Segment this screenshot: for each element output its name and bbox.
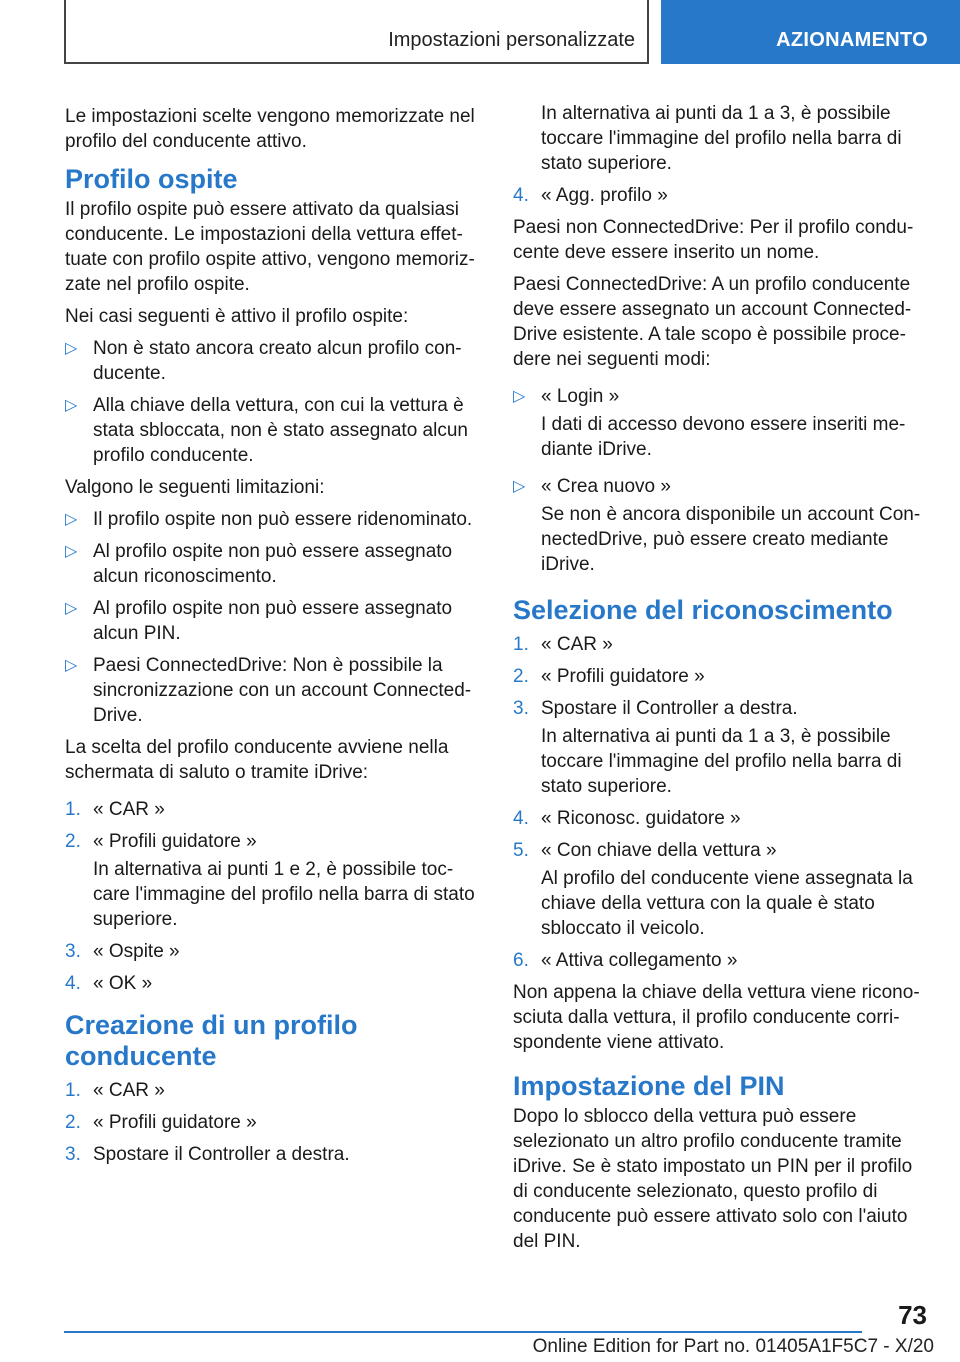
step-item: 4. « Agg. profilo » — [513, 185, 668, 206]
triangle-bullet-icon: ▷ — [65, 657, 78, 674]
recognition-paragraph: Non appena la chiave della vettura viene riconosciuta dalla vettura, il profilo conducente corrispondente viene attivato. — [513, 982, 920, 1053]
step-note: In alternativa ai punti da 1 a 3, è possibile toccare l'immagine del profilo nella barra di stato superiore. — [541, 103, 902, 174]
list-item: ▷ Al profilo ospite non può essere assegnato alcun PIN. — [65, 598, 453, 644]
chapter-title: AZIONAMENTO — [776, 29, 928, 51]
step-item: 3. Spostare il Controller a destra. — [65, 1144, 350, 1165]
step-item: 1. « CAR » — [65, 799, 165, 820]
step-item: 2. « Profili guidatore » — [65, 831, 257, 852]
step-note: Al profilo del conducente viene assegnata la chiave della vettura con la quale è stato sbloccato il veicolo. — [541, 868, 913, 939]
step-item: 3. « Ospite » — [65, 941, 180, 962]
list-item: ▷ Paesi ConnectedDrive: Non è possibile la sincronizzazione con un account ConnectedDrive. — [65, 655, 472, 726]
connecteddrive-paragraph: Paesi ConnectedDrive: A un profilo conducente deve essere assegnato un account ConnectedDrive esistente. A tale scopo è possibile procedere nei seguenti modi: — [513, 274, 912, 370]
step-item: 6. « Attiva collegamento » — [513, 950, 738, 971]
triangle-bullet-icon: ▷ — [65, 600, 78, 617]
guest-paragraph-2: Nei casi seguenti è attivo il profilo ospite: — [65, 306, 409, 327]
heading-pin: Impostazione del PIN — [513, 1071, 785, 1101]
triangle-bullet-icon: ▷ — [65, 511, 78, 528]
list-item: ▷ Alla chiave della vettura, con cui la vettura è stata sbloccata, non è stato assegnato alcun profilo conducente. — [65, 395, 468, 466]
chapter-tab — [661, 0, 960, 64]
intro-paragraph: Le impostazioni scelte vengono memorizzate nel profilo del conducente attivo. — [65, 106, 475, 152]
step-item: 4. « Riconosc. guidatore » — [513, 808, 741, 829]
triangle-bullet-icon: ▷ — [65, 543, 78, 560]
step-note: In alternativa ai punti da 1 a 3, è possibile toccare l'immagine del profilo nella barra di stato superiore. — [541, 726, 902, 797]
list-item: ▷ Il profilo ospite non può essere ridenominato. — [65, 509, 473, 530]
limits-intro: Valgono le seguenti limitazioni: — [65, 477, 325, 498]
triangle-bullet-icon: ▷ — [65, 397, 78, 414]
list-item: ▷ « Login » — [513, 386, 620, 407]
left-column — [65, 104, 478, 1174]
heading-recognition: Selezione del riconoscimento — [513, 595, 893, 625]
step-item: 1. « CAR » — [513, 634, 613, 655]
list-item: ▷ Al profilo ospite non può essere assegnato alcun riconoscimento. — [65, 541, 453, 587]
guest-paragraph-1: Il profilo ospite può essere attivato da qualsiasi conducente. Le impostazioni della vettura effettuate con profilo ospite attivo, vengono memorizzate nel profilo ospite. — [65, 199, 475, 295]
triangle-bullet-icon: ▷ — [513, 388, 526, 405]
option-description: I dati di accesso devono essere inseriti mediante iDrive. — [541, 414, 906, 460]
option-description: Se non è ancora disponibile un account ConnectedDrive, può essere creato mediante iDrive. — [541, 504, 921, 575]
heading-guest-profile: Profilo ospite — [65, 164, 238, 194]
right-column — [513, 101, 925, 1261]
triangle-bullet-icon: ▷ — [513, 478, 526, 495]
footer-divider — [64, 1331, 862, 1333]
heading-create-profile: Creazione di un profilo conducente — [65, 1010, 358, 1071]
pin-paragraph: Dopo lo sblocco della vettura può essere selezionato un altro profilo conducente tramite iDrive. Se è stato impostato un PIN per il profilo di conducente selezionato, questo profilo di conducente può essere attivato solo con l'aiuto del PIN. — [513, 1106, 913, 1252]
step-item: 4. « OK » — [65, 973, 153, 994]
non-connecteddrive-paragraph: Paesi non ConnectedDrive: Per il profilo conducente deve essere inserito un nome. — [513, 217, 914, 263]
list-item: ▷ Non è stato ancora creato alcun profilo conducente. — [65, 338, 462, 384]
triangle-bullet-icon: ▷ — [65, 340, 78, 357]
step-item: 2. « Profili guidatore » — [65, 1112, 257, 1133]
list-item: ▷ « Crea nuovo » — [513, 476, 671, 497]
page-number: 73 — [898, 1300, 927, 1330]
step-item: 5. « Con chiave della vettura » — [513, 840, 777, 861]
step-item: 1. « CAR » — [65, 1080, 165, 1101]
step-note: In alternativa ai punti 1 e 2, è possibile toccare l'immagine del profilo nella barra di stato superiore. — [93, 859, 475, 930]
running-header — [64, 0, 649, 64]
choice-paragraph: La scelta del profilo conducente avviene nella schermata di saluto o tramite iDrive: — [65, 737, 449, 783]
step-item: 2. « Profili guidatore » — [513, 666, 705, 687]
section-title: Impostazioni personalizzate — [388, 29, 635, 51]
edition-footer: Online Edition for Part no. 01405A1F5C7 - X/20 — [532, 1336, 934, 1357]
step-item: 3. Spostare il Controller a destra. — [513, 698, 798, 719]
